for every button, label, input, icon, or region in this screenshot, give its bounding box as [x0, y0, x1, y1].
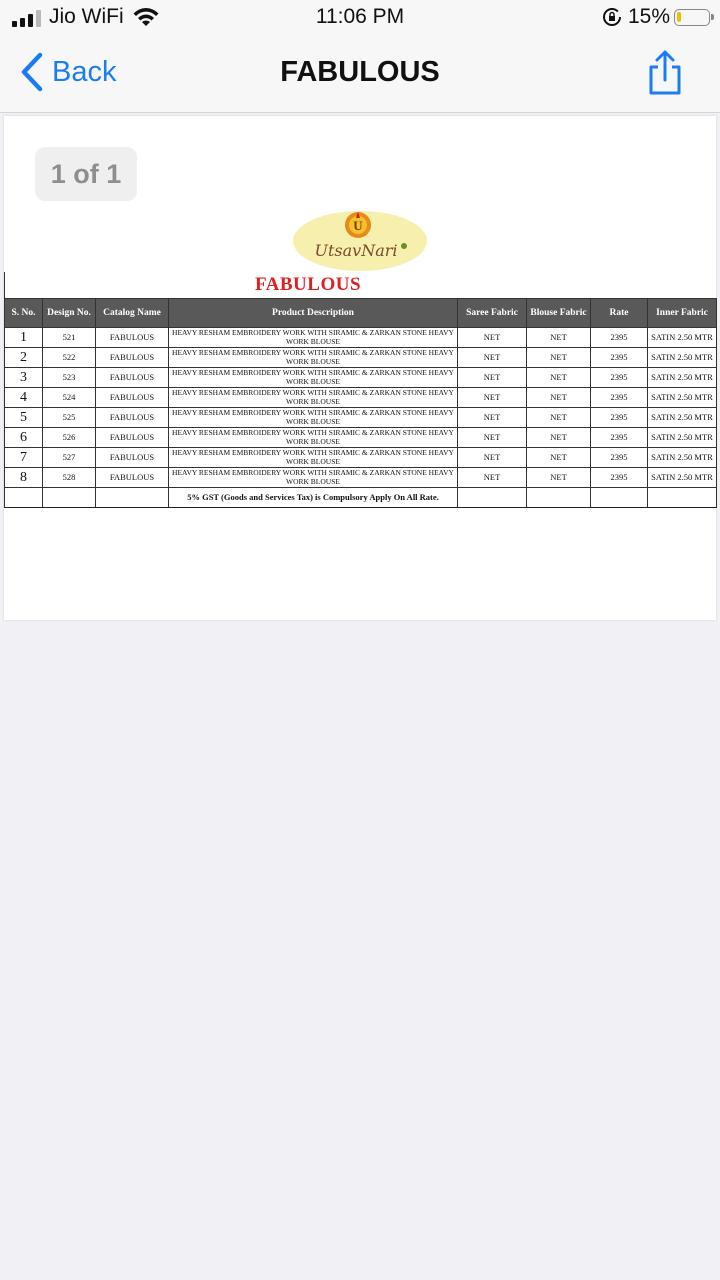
cell-catalog-name: FABULOUS	[96, 468, 169, 488]
cell-catalog-name: FABULOUS	[96, 408, 169, 428]
table-row	[5, 408, 717, 428]
battery-icon	[674, 9, 710, 26]
utsavnari-logo	[292, 210, 428, 272]
table-row	[5, 468, 717, 488]
svg-text:U: U	[353, 218, 363, 233]
cell-blouse-fabric: NET	[527, 328, 591, 348]
cell-description: HEAVY RESHAM EMBROIDERY WORK WITH SIRAMIC & ZARKAN STONE HEAVY WORK BLOUSE	[169, 348, 458, 368]
cell-saree-fabric: NET	[458, 448, 527, 468]
cell-sno: 4	[5, 388, 43, 408]
cell-saree-fabric: NET	[458, 408, 527, 428]
navigation-bar	[0, 36, 720, 113]
cell-rate: 2395	[591, 408, 648, 428]
cell-saree-fabric: NET	[458, 348, 527, 368]
carrier-name: Jio WiFi	[49, 5, 124, 28]
cell-sno: 7	[5, 448, 43, 468]
svg-text:UtsavNari: UtsavNari	[314, 241, 398, 260]
cell-inner-fabric: SATIN 2.50 MTR	[648, 388, 717, 408]
column-header: Blouse Fabric	[527, 299, 591, 328]
cell-inner-fabric: SATIN 2.50 MTR	[648, 348, 717, 368]
cell-design-no: 527	[43, 448, 96, 468]
cell-inner-fabric: SATIN 2.50 MTR	[648, 408, 717, 428]
cell-inner-fabric: SATIN 2.50 MTR	[648, 428, 717, 448]
cell-rate: 2395	[591, 328, 648, 348]
cell-rate: 2395	[591, 448, 648, 468]
cell-saree-fabric: NET	[458, 368, 527, 388]
table-footer-row	[5, 488, 717, 508]
cell-description: HEAVY RESHAM EMBROIDERY WORK WITH SIRAMIC & ZARKAN STONE HEAVY WORK BLOUSE	[169, 448, 458, 468]
table-row	[5, 368, 717, 388]
rotation-lock-icon	[602, 7, 622, 27]
column-header: Product Description	[169, 299, 458, 328]
column-header: S. No.	[5, 299, 43, 328]
cell-sno: 6	[5, 428, 43, 448]
table-row	[5, 328, 717, 348]
cell-saree-fabric: NET	[458, 388, 527, 408]
cell-description: HEAVY RESHAM EMBROIDERY WORK WITH SIRAMIC & ZARKAN STONE HEAVY WORK BLOUSE	[169, 368, 458, 388]
cell-sno: 3	[5, 368, 43, 388]
cell-rate: 2395	[591, 348, 648, 368]
cell-catalog-name: FABULOUS	[96, 388, 169, 408]
cell-catalog-name: FABULOUS	[96, 428, 169, 448]
table-row	[5, 388, 717, 408]
cell-blouse-fabric: NET	[527, 428, 591, 448]
catalog-title: FABULOUS	[254, 274, 362, 295]
cell-rate: 2395	[591, 388, 648, 408]
table-row	[5, 428, 717, 448]
status-time: 11:06 PM	[315, 5, 405, 28]
cell-inner-fabric: SATIN 2.50 MTR	[648, 468, 717, 488]
cell-description: HEAVY RESHAM EMBROIDERY WORK WITH SIRAMIC & ZARKAN STONE HEAVY WORK BLOUSE	[169, 408, 458, 428]
cell-inner-fabric: SATIN 2.50 MTR	[648, 448, 717, 468]
cell-saree-fabric: NET	[458, 468, 527, 488]
cell-rate: 2395	[591, 428, 648, 448]
column-header: Design No.	[43, 299, 96, 328]
cell-inner-fabric: SATIN 2.50 MTR	[648, 328, 717, 348]
cell-saree-fabric: NET	[458, 328, 527, 348]
cell-sno: 5	[5, 408, 43, 428]
column-header: Catalog Name	[96, 299, 169, 328]
share-icon[interactable]	[646, 50, 684, 96]
document-page[interactable]	[4, 116, 716, 620]
page-title: FABULOUS	[280, 56, 440, 88]
cell-catalog-name: FABULOUS	[96, 448, 169, 468]
cell-design-no: 525	[43, 408, 96, 428]
status-bar	[0, 0, 720, 36]
cell-design-no: 523	[43, 368, 96, 388]
status-right	[602, 5, 710, 29]
cell-inner-fabric: SATIN 2.50 MTR	[648, 368, 717, 388]
cell-blouse-fabric: NET	[527, 368, 591, 388]
cell-design-no: 528	[43, 468, 96, 488]
cell-sno: 8	[5, 468, 43, 488]
cell-description: HEAVY RESHAM EMBROIDERY WORK WITH SIRAMIC & ZARKAN STONE HEAVY WORK BLOUSE	[169, 468, 458, 488]
cell-description: HEAVY RESHAM EMBROIDERY WORK WITH SIRAMIC & ZARKAN STONE HEAVY WORK BLOUSE	[169, 388, 458, 408]
cell-description: HEAVY RESHAM EMBROIDERY WORK WITH SIRAMIC & ZARKAN STONE HEAVY WORK BLOUSE	[169, 328, 458, 348]
column-header: Saree Fabric	[458, 299, 527, 328]
cell-catalog-name: FABULOUS	[96, 328, 169, 348]
cell-blouse-fabric: NET	[527, 348, 591, 368]
cell-sno: 1	[5, 328, 43, 348]
catalog-table	[4, 298, 717, 508]
back-label: Back	[52, 55, 117, 88]
battery-fill	[677, 12, 681, 22]
cell-design-no: 521	[43, 328, 96, 348]
cell-blouse-fabric: NET	[527, 448, 591, 468]
cell-rate: 2395	[591, 468, 648, 488]
gst-note: 5% GST (Goods and Services Tax) is Compulsory Apply On All Rate.	[169, 488, 458, 508]
cell-catalog-name: FABULOUS	[96, 348, 169, 368]
cell-catalog-name: FABULOUS	[96, 368, 169, 388]
page-indicator: 1 of 1	[35, 147, 137, 201]
cell-design-no: 524	[43, 388, 96, 408]
table-row	[5, 348, 717, 368]
table-row	[5, 448, 717, 468]
cell-design-no: 522	[43, 348, 96, 368]
cell-description: HEAVY RESHAM EMBROIDERY WORK WITH SIRAMIC & ZARKAN STONE HEAVY WORK BLOUSE	[169, 428, 458, 448]
cell-blouse-fabric: NET	[527, 408, 591, 428]
cell-saree-fabric: NET	[458, 428, 527, 448]
column-header: Rate	[591, 299, 648, 328]
cell-blouse-fabric: NET	[527, 468, 591, 488]
battery-percent: 15%	[627, 5, 670, 28]
column-header: Inner Fabric	[648, 299, 717, 328]
cell-rate: 2395	[591, 368, 648, 388]
cell-sno: 2	[5, 348, 43, 368]
cell-blouse-fabric: NET	[527, 388, 591, 408]
table-header-row	[5, 299, 717, 328]
cell-design-no: 526	[43, 428, 96, 448]
